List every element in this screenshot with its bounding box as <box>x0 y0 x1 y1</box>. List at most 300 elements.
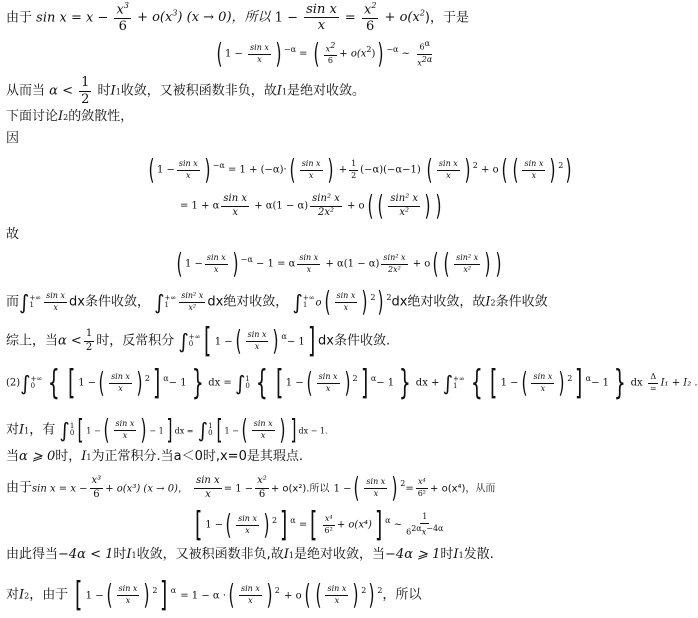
formula: sin x = x − <box>36 10 109 26</box>
math-token: 0 <box>69 429 75 437</box>
math-token: + <box>338 164 348 176</box>
math-token: x <box>53 302 58 312</box>
line-8: 故 <box>6 227 20 242</box>
math-glyph: ) <box>263 508 270 541</box>
math-glyph: ] <box>152 363 161 403</box>
math-token: x <box>254 341 260 351</box>
math-token: + o(x³) (x → 0)， <box>105 483 188 495</box>
line-11 <box>6 321 391 361</box>
math-token: sin x <box>194 476 222 489</box>
math-token: 2 <box>366 45 372 55</box>
math-token: dx绝对收敛， <box>207 294 289 310</box>
math-token: 0 <box>208 429 213 437</box>
math-token: 2α <box>411 523 422 533</box>
math-token: (2) <box>6 377 21 389</box>
text: )，于是 <box>424 10 469 26</box>
paren-left: ( <box>313 37 320 70</box>
math-token: α < <box>58 333 82 349</box>
math-glyph: { <box>255 363 268 403</box>
math-glyph: ∫ <box>442 371 454 395</box>
math-token: + o(x <box>339 48 367 60</box>
line-18 <box>6 575 422 615</box>
math-glyph: ) <box>549 153 556 186</box>
math-token: 1 <box>245 375 250 383</box>
paren-right: ) <box>275 37 282 70</box>
math-token: 1 − <box>224 48 243 60</box>
math-token: 是绝对收敛。 <box>287 83 366 99</box>
math-glyph: ) <box>343 366 351 399</box>
math-glyph <box>221 194 249 218</box>
math-token: ，由于 <box>29 587 69 603</box>
math-token: − 1 <box>591 377 609 389</box>
math-token: α <box>424 39 430 49</box>
math-token: x <box>118 383 123 393</box>
math-glyph: ( <box>377 189 384 222</box>
math-token: x <box>343 302 349 312</box>
math-glyph: [ <box>275 363 283 403</box>
math-token: x <box>325 44 331 54</box>
math-glyph <box>205 254 228 274</box>
math-token: 1 <box>302 301 308 309</box>
math-token: 2 <box>63 113 69 122</box>
math-token: sin² x <box>179 292 205 302</box>
math-glyph: } <box>191 363 204 403</box>
math-token: + o <box>284 590 302 602</box>
math-token: 1 <box>115 87 121 97</box>
math-token: 1 <box>81 75 90 90</box>
math-token: dx = <box>208 377 232 389</box>
math-token: + o <box>412 258 431 270</box>
line-4 <box>6 110 133 123</box>
math-token: 时，反常积分 <box>96 333 175 349</box>
math-token: 1 − <box>224 426 239 436</box>
math-token: + o(x <box>137 10 173 26</box>
math-token: 2 <box>400 479 406 489</box>
math-token: + o(x <box>384 10 420 26</box>
math-token: 时， <box>55 449 82 464</box>
math-token: 当 <box>6 449 20 464</box>
math-token: 6 <box>366 18 375 34</box>
math-token: 1 <box>420 513 429 523</box>
formula: 1 − <box>274 10 298 26</box>
math-token: Δ <box>648 373 658 383</box>
math-glyph: ∫ <box>235 371 246 395</box>
math-token: 2 <box>271 516 278 526</box>
math-token: 1 <box>281 87 288 97</box>
math-token: 2 <box>371 1 377 10</box>
math-token: I₁ + I₂ . <box>660 377 698 389</box>
math-glyph: ] <box>374 505 383 545</box>
math-token: sin x <box>531 373 554 383</box>
math-glyph: ∫ <box>197 418 209 442</box>
math-token: sin² x <box>381 254 407 264</box>
math-token: 6 <box>118 18 127 34</box>
math-glyph <box>246 331 269 351</box>
math-glyph <box>236 515 259 535</box>
math-token: = <box>299 48 308 60</box>
math-token: ) (x → 0)，所以 <box>177 10 271 26</box>
math-token: = <box>649 383 657 393</box>
math-glyph: ( <box>304 578 311 611</box>
math-token: sin x <box>306 1 337 17</box>
line-6 <box>146 153 574 186</box>
math-token: I <box>58 109 64 124</box>
math-token: 3 <box>172 8 178 18</box>
math-glyph: [ <box>204 321 212 361</box>
math-glyph: ) <box>204 153 211 186</box>
math-token: 1 <box>69 422 75 430</box>
math-glyph <box>31 376 43 390</box>
math-token: x <box>245 525 250 535</box>
math-glyph <box>364 478 387 498</box>
math-token: x <box>540 383 546 393</box>
math-glyph: ( <box>353 471 360 504</box>
math-token: x <box>116 2 124 18</box>
math-token: x <box>417 58 422 68</box>
math-token: 1 <box>349 160 358 170</box>
math-token: dx − 1. <box>298 426 328 436</box>
math-glyph <box>404 524 445 537</box>
math-glyph <box>453 376 465 390</box>
text: 从而当 <box>6 83 46 99</box>
math-token: 时 <box>97 83 111 99</box>
math-token: I <box>283 547 289 562</box>
math-token: 2x² <box>388 264 401 274</box>
math-token: I <box>81 449 87 464</box>
math-token: dx条件收敛， <box>69 294 150 310</box>
fraction <box>248 44 271 64</box>
math-glyph: ) <box>484 247 491 280</box>
math-token: sin² x <box>388 194 420 207</box>
math-token: + o(x⁴) <box>336 519 372 531</box>
math-glyph: ( <box>511 153 519 186</box>
math-glyph: ( <box>106 578 113 611</box>
math-glyph: ( <box>443 247 450 280</box>
math-token: x <box>306 264 312 274</box>
math-token: 6 <box>258 488 266 500</box>
math-token: 收敛，又被积函数非负,故 <box>136 547 284 562</box>
math-glyph: ) <box>266 578 273 611</box>
math-token: 对 <box>6 422 20 438</box>
fraction <box>114 2 130 34</box>
math-token: + o(x²).所以 <box>270 483 330 495</box>
math-token: − 1 <box>376 377 395 389</box>
math-token: 1 − <box>214 336 233 348</box>
math-glyph <box>179 292 205 312</box>
math-glyph: } <box>399 363 411 403</box>
math-glyph: ( <box>367 189 374 222</box>
math-glyph <box>317 373 340 393</box>
math-token: +∞ <box>453 375 465 383</box>
math-token: x <box>205 488 211 500</box>
math-token: dx = <box>174 426 194 436</box>
math-token: 6 <box>406 527 412 537</box>
math-glyph: ∫ <box>178 329 189 353</box>
math-token: = 1 − <box>223 483 254 495</box>
math-glyph <box>255 476 269 500</box>
line-3 <box>6 76 365 106</box>
math-token: dx条件收敛. <box>318 333 391 349</box>
math-token: +∞ <box>164 294 177 302</box>
math-token: x <box>363 2 372 18</box>
math-glyph: ∫ <box>154 290 165 314</box>
math-glyph: ( <box>324 285 331 318</box>
line-1 <box>6 2 469 34</box>
math-token: x <box>214 264 219 274</box>
math-token: x⁴ <box>323 515 335 525</box>
math-token: 1 − <box>156 164 175 176</box>
math-token: sin x <box>114 420 137 430</box>
math-token: −4α ⩾ 1 <box>385 547 441 562</box>
math-token: 2 <box>567 374 573 384</box>
math-token: dx <box>630 377 643 389</box>
math-glyph <box>194 476 222 500</box>
paren-left: ( <box>216 37 223 70</box>
line-9 <box>174 247 504 280</box>
line-2 <box>214 37 436 70</box>
math-glyph: ( <box>432 247 439 280</box>
math-token: 时 <box>440 547 454 562</box>
math-token: 2 <box>386 293 392 303</box>
math-glyph <box>297 254 320 274</box>
math-glyph <box>362 2 378 19</box>
math-glyph: [ <box>215 413 223 446</box>
math-token: sin x <box>297 254 320 264</box>
math-glyph: ) <box>558 366 565 399</box>
math-token: sin x <box>335 292 358 302</box>
math-glyph: ) <box>143 578 150 611</box>
math-glyph: [ <box>490 363 498 403</box>
math-token: x <box>325 383 331 393</box>
math-token: dx绝对收敛，故 <box>391 294 486 310</box>
math-token: dx + <box>415 377 440 389</box>
math-glyph: ) <box>377 285 384 318</box>
math-token: = 1 + α <box>180 200 220 212</box>
math-glyph: ) <box>391 471 398 504</box>
math-token: 1 <box>131 551 137 560</box>
math-token: 1 − <box>184 258 203 270</box>
math-token: 1 <box>164 301 169 309</box>
math-glyph <box>117 585 140 605</box>
math-glyph <box>416 478 428 498</box>
math-glyph <box>165 295 177 309</box>
math-glyph <box>388 194 420 218</box>
math-glyph: ) <box>424 189 431 222</box>
math-token: 2 <box>351 170 357 180</box>
math-glyph: ( <box>521 366 528 399</box>
math-glyph <box>310 194 342 218</box>
math-token: + o <box>481 164 499 176</box>
math-token: 0 <box>245 382 250 390</box>
math-token: ~ <box>393 519 403 531</box>
math-token: α <box>170 586 177 596</box>
math-token: +∞ <box>29 294 42 302</box>
math-glyph <box>437 160 460 180</box>
math-glyph: ( <box>241 413 248 446</box>
math-token: + α(1 − α) <box>254 200 309 212</box>
math-token: −4α < 1 <box>58 547 114 562</box>
math-token: x <box>334 595 340 605</box>
math-token: 1 <box>458 551 464 560</box>
math-glyph: ) <box>368 578 375 611</box>
line-10 <box>6 285 548 318</box>
math-token: x <box>125 595 131 605</box>
math-token: α <box>370 374 377 384</box>
math-glyph <box>454 254 480 274</box>
math-glyph: ) <box>495 247 502 280</box>
line-13 <box>6 413 328 446</box>
math-token: I <box>19 422 25 438</box>
math-token: 1 − <box>85 590 104 602</box>
math-glyph: ∫ <box>20 371 31 395</box>
math-glyph: ( <box>176 247 183 280</box>
math-token: 2 <box>24 591 30 601</box>
math-token: = <box>405 483 414 495</box>
math-glyph: { <box>48 363 61 403</box>
line-17 <box>6 548 494 561</box>
math-glyph <box>381 254 407 274</box>
math-token: 收敛，又被积函数非负，故 <box>120 83 277 99</box>
math-token: 下面讨论 <box>6 109 59 124</box>
math-glyph <box>325 585 348 605</box>
math-glyph <box>114 2 130 19</box>
math-glyph: ) <box>327 153 334 186</box>
math-token: x <box>308 170 314 180</box>
math-token: − 1 <box>286 336 305 348</box>
math-token: x <box>260 430 266 440</box>
math-token: sin x <box>522 160 545 170</box>
math-token: 2 <box>352 374 358 384</box>
math-token: − 1 = α <box>255 258 296 270</box>
math-token: 6 <box>327 56 334 66</box>
math-token: + α(1 − α) <box>325 258 380 270</box>
math-glyph: ( <box>228 578 235 611</box>
math-glyph <box>522 160 545 180</box>
math-token: x² <box>255 476 269 489</box>
math-token: −α <box>386 45 399 55</box>
math-glyph: ∫ <box>59 418 70 442</box>
math-glyph: [ <box>310 505 318 545</box>
math-token: sin x <box>221 194 249 207</box>
math-glyph <box>648 373 659 393</box>
math-token: − 1 <box>149 426 164 436</box>
math-glyph: ) <box>232 247 239 280</box>
math-glyph: ( <box>306 366 313 399</box>
math-glyph <box>252 420 275 440</box>
math-glyph: [ <box>67 363 76 403</box>
math-token: ) <box>371 48 376 60</box>
math-glyph: { <box>470 363 483 403</box>
formula: α < <box>49 83 73 99</box>
math-token: x³ <box>90 476 104 489</box>
math-token: 2 <box>490 298 496 308</box>
math-glyph: ( <box>148 153 155 186</box>
math-token: 2 <box>377 586 383 596</box>
math-glyph: [ <box>75 575 83 615</box>
math-token: x <box>186 170 191 180</box>
math-glyph: ( <box>103 413 110 446</box>
math-glyph <box>245 376 249 390</box>
math-token: 1 <box>24 426 30 436</box>
math-glyph <box>415 55 434 68</box>
math-token: 的敛散性， <box>68 109 134 124</box>
math-token: +∞ <box>188 333 201 341</box>
fraction <box>79 76 91 106</box>
math-glyph <box>323 515 335 535</box>
math-token: −α <box>240 255 253 265</box>
math-glyph: ) <box>361 285 368 318</box>
math-glyph <box>300 160 323 180</box>
math-token: 1 <box>208 422 213 430</box>
math-token: x <box>248 595 253 605</box>
math-glyph: ] <box>280 505 288 545</box>
math-glyph: ( <box>98 366 105 399</box>
formula <box>385 10 425 25</box>
math-token: 2 <box>558 161 564 171</box>
math-glyph: ] <box>290 413 297 446</box>
math-glyph: ∫ <box>19 290 30 314</box>
math-token: 而 <box>6 294 20 310</box>
math-token: ，有 <box>29 422 56 438</box>
math-token: sin x = x − <box>32 483 88 495</box>
math-token: 2 <box>419 8 425 18</box>
math-glyph: ) <box>565 153 572 186</box>
math-token: I <box>126 547 132 562</box>
math-glyph <box>70 423 74 437</box>
math-token: −α <box>283 45 296 55</box>
math-token: 条件收敛 <box>495 294 548 310</box>
math-token: x <box>122 430 128 440</box>
math-token: α <box>290 516 296 526</box>
math-token: (−α)(−α−1) <box>360 164 421 176</box>
math-glyph <box>335 292 358 312</box>
math-token: sin x <box>177 160 200 170</box>
math-token: 2 <box>472 161 478 171</box>
math-token: = <box>298 519 308 531</box>
formula <box>137 10 270 25</box>
math-token: x <box>232 206 239 218</box>
math-glyph <box>44 292 67 312</box>
math-glyph: ) <box>352 578 359 611</box>
math-token: 0 <box>188 340 194 348</box>
formula: = <box>344 10 356 26</box>
math-glyph: ( <box>289 153 296 186</box>
math-token: 2 <box>81 91 90 107</box>
math-token: sin x <box>117 585 140 595</box>
math-glyph <box>324 42 338 56</box>
math-glyph: ] <box>360 363 368 403</box>
fraction <box>324 42 338 65</box>
math-token: = 1 − α · <box>180 590 227 602</box>
math-token: α <box>163 374 169 384</box>
math-glyph: [ <box>194 505 203 545</box>
math-token: x⁴ <box>416 478 428 488</box>
math-token: x <box>373 488 379 498</box>
math-glyph: ( <box>501 153 508 186</box>
math-glyph: ( <box>225 508 232 541</box>
math-token: x <box>421 527 427 537</box>
math-token: 由于 <box>6 480 33 496</box>
math-glyph <box>239 585 262 605</box>
math-token: x <box>257 54 262 64</box>
math-token: 6² <box>324 525 333 535</box>
math-token: sin x <box>437 160 460 170</box>
math-token: α <box>585 374 592 384</box>
math-glyph <box>417 40 432 54</box>
math-token: +∞ <box>30 375 43 383</box>
math-token: 由此得当 <box>6 547 59 562</box>
math-token: 为正常积分.当a＜0时,x=0是其瑕点. <box>91 449 303 464</box>
